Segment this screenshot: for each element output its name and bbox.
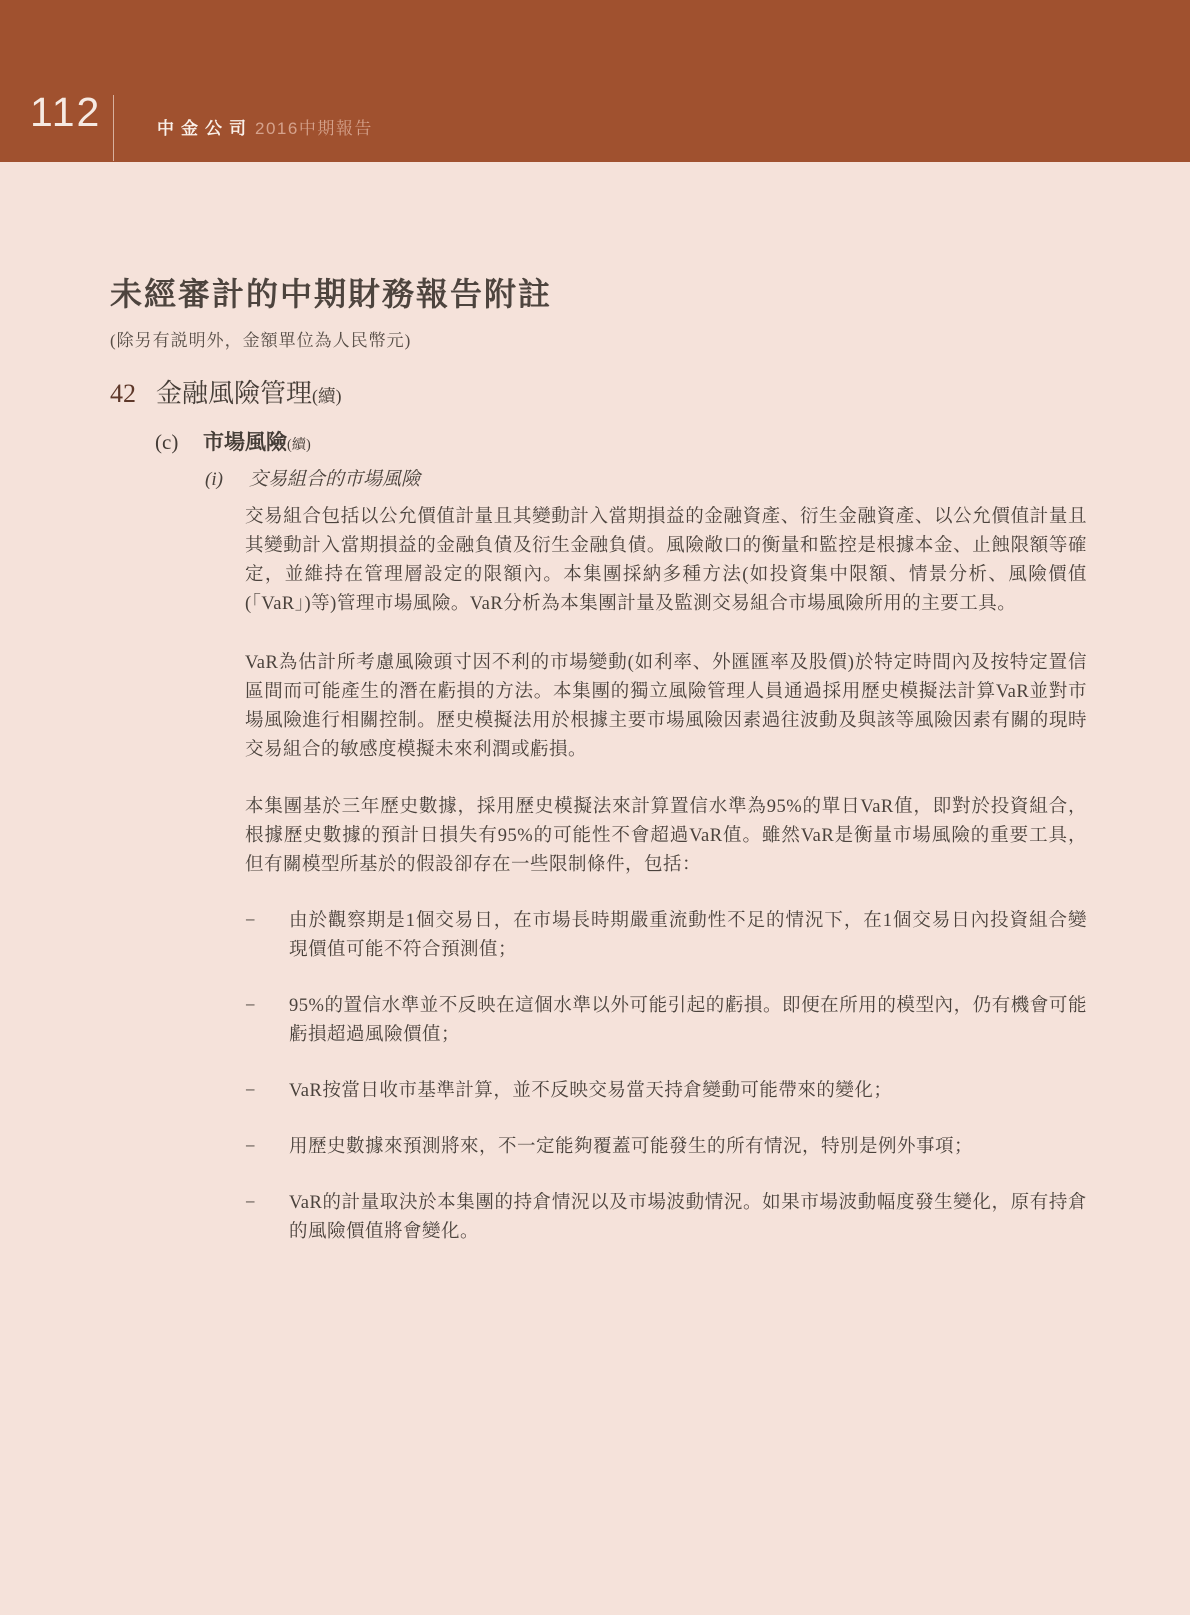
section-heading-42 — [110, 377, 1085, 411]
subsubsection-label: (i) — [205, 469, 223, 491]
bullet-dash: − — [245, 995, 256, 1016]
company-name: 中金公司 — [157, 119, 253, 138]
document-subtitle: (除另有説明外，金額單位為人民幣元) — [110, 331, 412, 350]
bullet-item-3 — [245, 1077, 1087, 1106]
section-number: 42 — [110, 379, 136, 408]
page-number: 112 — [30, 89, 102, 135]
bullet-text: 用歷史數據來預測將來，不一定能夠覆蓋可能發生的所有情況，特別是例外事項； — [289, 1136, 974, 1157]
document-title: 未經審計的中期財務報告附註 — [110, 276, 553, 312]
section-title: 金融風險管理 — [156, 379, 313, 408]
bullet-dash: − — [245, 1136, 256, 1157]
bullet-item-2 — [245, 992, 1087, 1050]
page-header-band — [0, 0, 1190, 162]
bullet-text: 由於觀察期是1個交易日，在市場長時期嚴重流動性不足的情況下，在1個交易日內投資組合變現價值可能不符合預測值； — [289, 910, 1087, 960]
bullet-item-1 — [245, 907, 1087, 965]
bullet-dash: − — [245, 1080, 256, 1101]
bullet-text: 95%的置信水準並不反映在這個水準以外可能引起的虧損。即便在所用的模型內，仍有機會可能虧損超過風險價值； — [289, 995, 1087, 1045]
bullet-text: VaR的計量取決於本集團的持倉情況以及市場波動情況。如果市場波動幅度發生變化，原有持倉的風險價值將會變化。 — [289, 1192, 1087, 1242]
document-content — [0, 274, 1190, 1247]
subsubsection-title: 交易組合的市場風險 — [249, 469, 421, 491]
subsection-continued: (續) — [287, 436, 311, 453]
bullet-item-4 — [245, 1133, 1087, 1162]
bullet-dash: − — [245, 910, 256, 931]
bullet-text: VaR按當日收市基準計算，並不反映交易當天持倉變動可能帶來的變化； — [289, 1080, 893, 1101]
subsection-heading-c — [155, 429, 1085, 456]
paragraph-1: 交易組合包括以公允價值計量且其變動計入當期損益的金融資產、衍生金融資產、以公允價值計量且其變動計入當期損益的金融負債及衍生金融負債。風險敞口的衡量和監控是根據本金、止蝕限額等確定，並維持在管理層設定的限額內。本集團採納多種方法(如投資集中限額、情景分析、風險價值(「VaR」)等)管理市場風險。VaR分析為本集團計量及監測交易組合市場風險所用的主要工具。 — [245, 506, 1087, 614]
bullet-item-5 — [245, 1189, 1087, 1247]
subsubsection-heading-i — [205, 468, 1085, 493]
paragraph-2: VaR為估計所考慮風險頭寸因不利的市場變動(如利率、外匯匯率及股價)於特定時間內及按特定置信區間而可能產生的潛在虧損的方法。本集團的獨立風險管理人員通過採用歷史模擬法計算VaR並對市場風險進行相關控制。歷史模擬法用於根據主要市場風險因素過往波動及與該等風險因素有關的現時交易組合的敏感度模擬未來利潤或虧損。 — [245, 652, 1087, 760]
subsection-label: (c) — [155, 429, 179, 454]
report-title: 2016中期報告 — [255, 119, 373, 138]
paragraph-3: 本集團基於三年歷史數據，採用歷史模擬法來計算置信水準為95%的單日VaR值，即對於投資組合，根據歷史數據的預計日損失有95%的可能性不會超過VaR值。雖然VaR是衡量市場風險的重要工具，但有關模型所基於的假設卻存在一些限制條件，包括： — [245, 796, 1087, 875]
section-continued: (續) — [312, 386, 342, 406]
body-text-block — [245, 503, 1087, 1247]
header-divider — [113, 95, 114, 161]
bullet-dash: − — [245, 1192, 256, 1213]
subsection-title: 市場風險 — [203, 429, 287, 454]
